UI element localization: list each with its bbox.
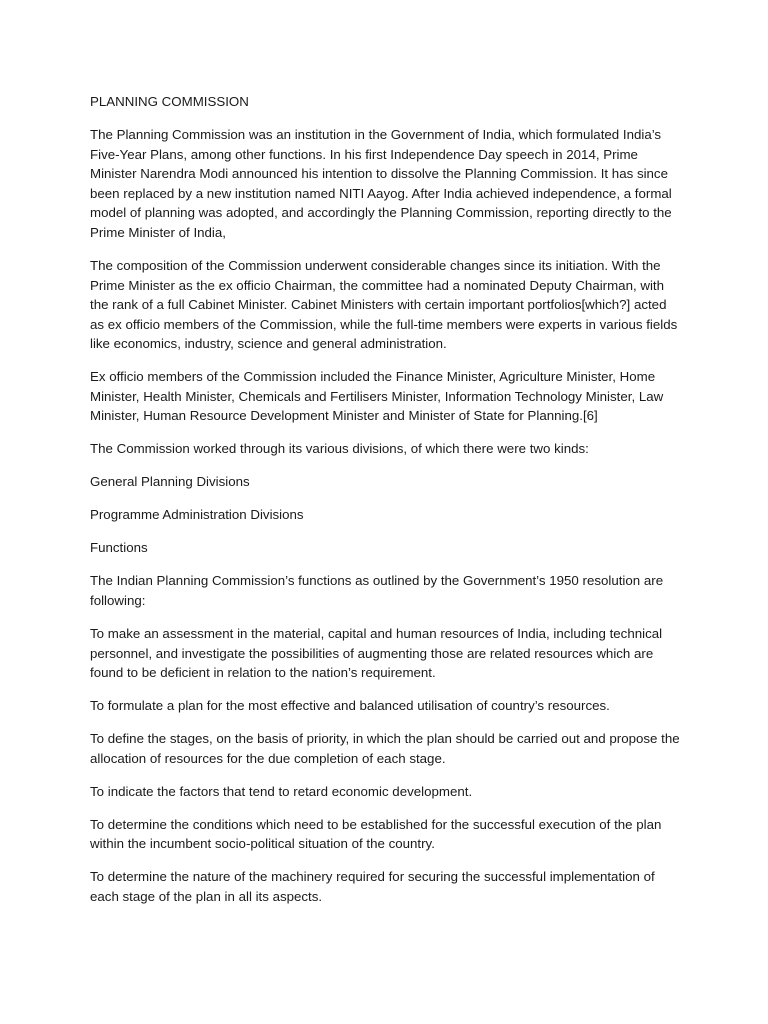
paragraph-ex-officio-members: Ex officio members of the Commission included the Finance Minister, Agriculture Minister, Home Minister, Health Minister, Chemicals and Fertilisers Minister, Information Technology Minister, Law Minister, Human Resource Development Minister and Minister of State for Planning.[6]	[90, 369, 664, 424]
function-item-define-stages: To define the stages, on the basis of priority, in which the plan should be carried out and propose the allocation of resources for the due completion of each stage.	[90, 731, 680, 766]
paragraph-divisions: The Commission worked through its various divisions, of which there were two kinds:	[90, 441, 589, 457]
function-item-formulate-plan: To formulate a plan for the most effective and balanced utilisation of country’s resources.	[90, 698, 610, 714]
function-item-conditions: To determine the conditions which need to be established for the successful execution of the plan within the incumbent socio-political situation of the country.	[90, 816, 662, 852]
document-page	[90, 92, 680, 920]
function-item-assessment: To make an assessment in the material, capital and human resources of India, including technical personnel, and investigate the possibilities of augmenting those are related resources which are found to be deficient in relation to the nation’s requirement.	[90, 625, 663, 681]
paragraph-intro: The Planning Commission was an institution in the Government of India, which formulated India’s Five-Year Plans, among other functions. In his first Independence Day speech in 2014, Prime Minister Narendra Modi announced his intention to dissolve the Planning Commission. It has since been replaced by a new institution named NITI Aayog. After India achieved independence, a formal model of planning was adopted, and accordingly the Planning Commission, reporting directly to the Prime Minister of India,	[90, 126, 672, 240]
paragraph-functions-intro: The Indian Planning Commission’s functions as outlined by the Government’s 1950 resolution are following:	[90, 573, 664, 608]
function-item-retard-factors: To indicate the factors that tend to retard economic development.	[90, 783, 473, 799]
section-heading-functions: Functions	[90, 540, 148, 556]
document-title: PLANNING COMMISSION	[90, 94, 249, 109]
paragraph-composition: The composition of the Commission underwent considerable changes since its initiation. With the Prime Minister as the ex officio Chairman, the committee had a nominated Deputy Chairman, with the rank of a full Cabinet Minister. Cabinet Ministers with certain important portfolios[which?] acted as ex officio members of the Commission, while the full-time members were experts in various fields like economics, industry, science and general administration.	[90, 257, 678, 352]
division-general-planning: General Planning Divisions	[90, 474, 250, 490]
function-item-machinery: To determine the nature of the machinery required for securing the successful implementation of each stage of the plan in all its aspects.	[90, 869, 655, 904]
division-programme-administration: Programme Administration Divisions	[90, 507, 304, 523]
